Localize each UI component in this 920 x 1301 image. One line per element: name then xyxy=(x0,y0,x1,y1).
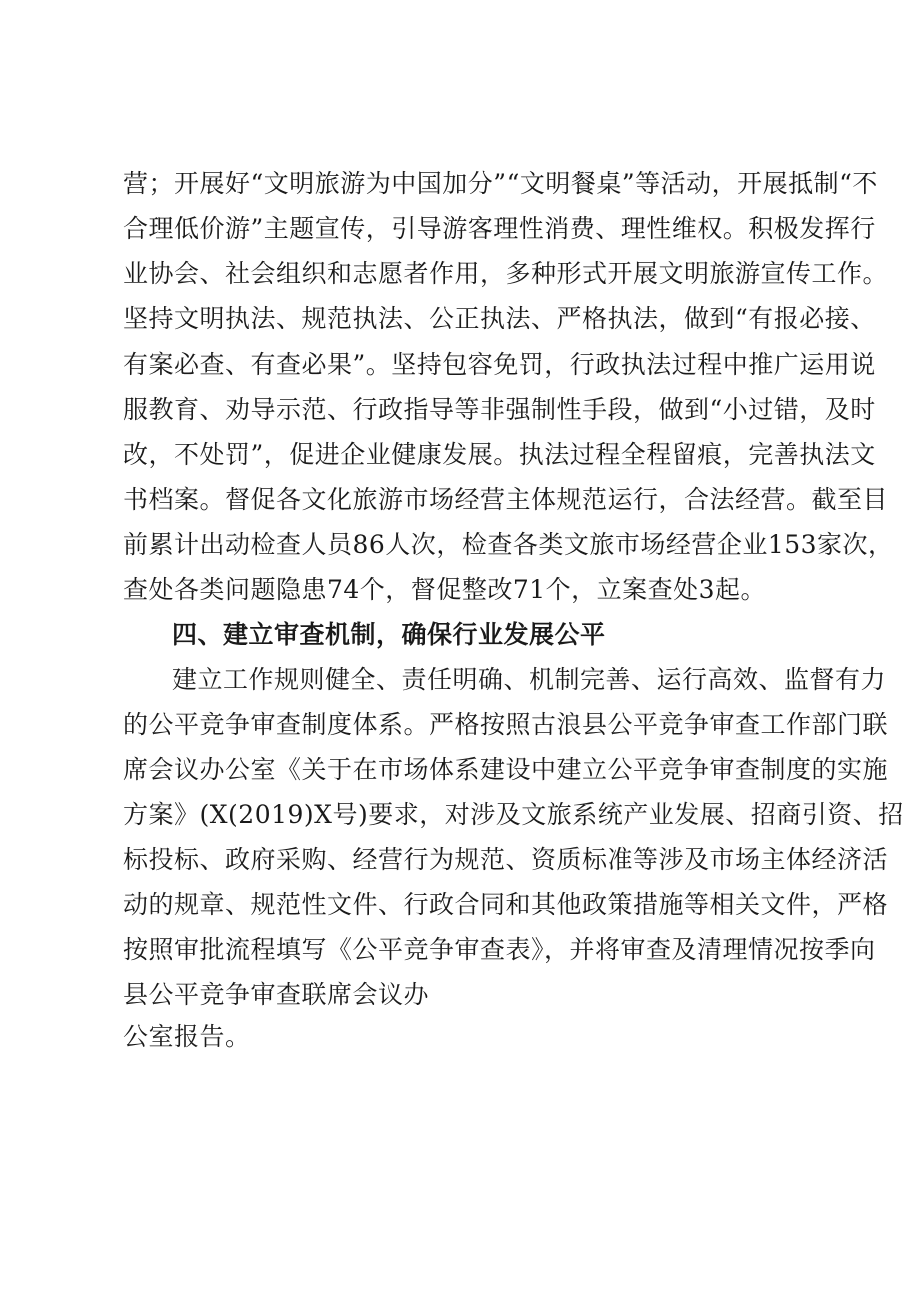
text-line: 方案》(X(2019)X号)要求，对涉及文旅系统产业发展、招商引资、招 xyxy=(123,800,904,829)
text-line: 营；开展好“文明旅游为中国加分”“文明餐桌”等活动，开展抵制“不 xyxy=(123,169,878,198)
text-line: 建立工作规则健全、责任明确、机制完善、运行高效、监督有力 xyxy=(172,665,887,694)
section-heading: 四、建立审查机制，确保行业发展公平 xyxy=(172,620,606,649)
text-line: 书档案。督促各文化旅游市场经营主体规范运行，合法经营。截至目 xyxy=(123,485,889,514)
text-line: 查处各类问题隐患74个，督促整改71个，立案查处3起。 xyxy=(123,575,767,604)
text-line: 公室报告。 xyxy=(123,1022,251,1051)
text-line: 标投标、政府采购、经营行为规范、资质标准等涉及市场主体经济活 xyxy=(123,845,889,874)
text-line: 按照审批流程填写《公平竞争审查表》，并将审查及清理情况按季向 xyxy=(123,935,876,964)
text-line: 县公平竞争审查联席会议办 xyxy=(123,980,430,1009)
text-line: 合理低价游”主题宣传，引导游客理性消费、理性维权。积极发挥行 xyxy=(123,214,876,243)
text-line: 坚持文明执法、规范执法、公正执法、严格执法，做到“有报必接、 xyxy=(123,304,876,333)
text-line: 前累计出动检查人员86人次，检查各类文旅市场经营企业153家次， xyxy=(123,530,894,559)
text-line: 业协会、社会组织和志愿者作用，多种形式开展文明旅游宣传工作。 xyxy=(123,259,889,288)
text-line: 服教育、劝导示范、行政指导等非强制性手段，做到“小过错，及时 xyxy=(123,395,876,424)
text-line: 动的规章、规范性文件、行政合同和其他政策措施等相关文件，严格 xyxy=(123,890,889,919)
text-line: 的公平竞争审查制度体系。严格按照古浪县公平竞争审查工作部门联 xyxy=(123,710,889,739)
text-line: 有案必查、有查必果”。坚持包容免罚，行政执法过程中推广运用说 xyxy=(123,350,876,379)
text-line: 改，不处罚”，促进企业健康发展。执法过程全程留痕，完善执法文 xyxy=(123,440,876,469)
text-line: 席会议办公室《关于在市场体系建设中建立公平竞争审查制度的实施 xyxy=(123,755,889,784)
